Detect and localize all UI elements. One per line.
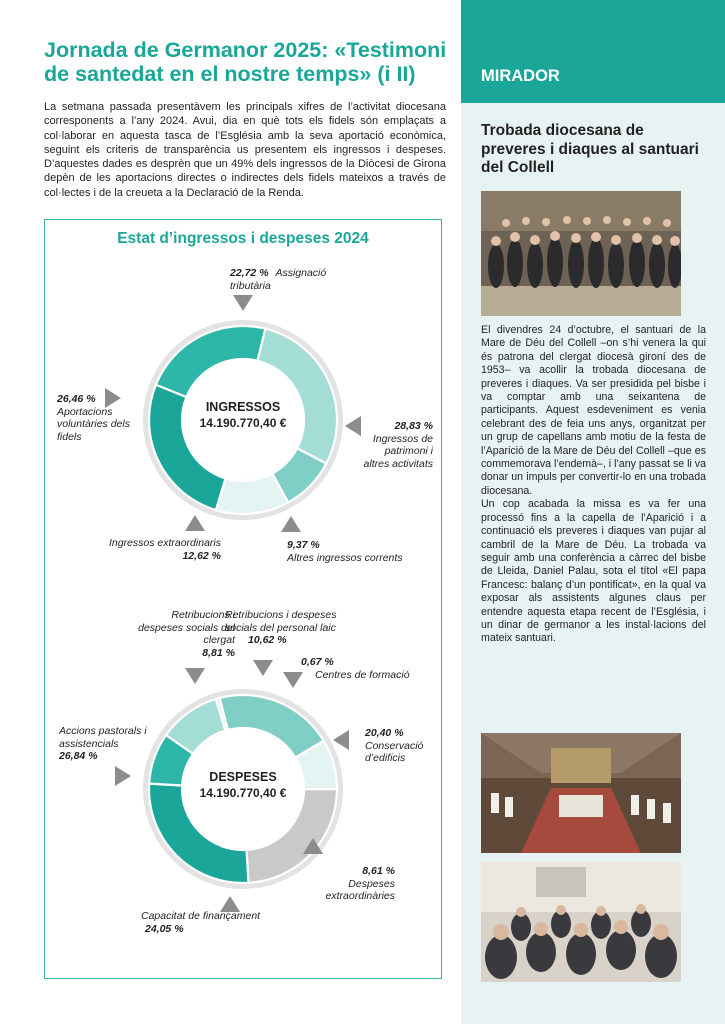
section-label: MIRADOR — [481, 67, 560, 85]
chapel-photo — [481, 733, 681, 853]
label-text: Assignació tributària — [230, 267, 327, 292]
ingressos-title: INGRESSOS — [205, 400, 281, 414]
label-value: 12,62 % — [182, 549, 221, 562]
label-capacitat — [141, 910, 261, 935]
label-value: 26,46 % — [57, 393, 96, 405]
sidebar — [461, 0, 725, 1024]
article-intro: La setmana passada presentàvem les principals xifres de l’activitat diocesana corresponents a l’any 2024. Avui, dia en què tots els fidels són emplaçats a col·laborar en aquesta tasca de l’Església amb la seva aportació econòmica, seguint els criteris de transparència us presentem els ingressos i despeses. D’aquestes dades es desprèn que un 49% dels ingressos de la Diòcesi de Girona depèn de les aportacions directes o indirectes dels fidels mateixos a través de col·lectes i de la creueta a la Declaració de la Renda. — [44, 101, 446, 199]
despeses-title: DESPESES — [209, 770, 277, 784]
pointer-arrow-icon — [253, 660, 273, 676]
pointer-arrow-icon — [115, 766, 131, 786]
pointer-arrow-icon — [283, 672, 303, 688]
label-text: Aportacions voluntàries dels fidels — [57, 405, 130, 443]
label-value: 0,67 % — [301, 656, 334, 668]
chart-box — [44, 219, 442, 979]
label-laic — [225, 609, 360, 647]
label-text: Retribucions i despeses socials del personal laic — [225, 609, 337, 634]
group-photo — [481, 191, 681, 316]
label-text: Capacitat de finançament — [141, 910, 261, 922]
conference-photo — [481, 862, 681, 982]
ingressos-total: 14.190.770,40 € — [199, 416, 287, 430]
label-text: Despeses extraordinàries — [325, 877, 395, 902]
chart-box-title: Estat d’ingressos i despeses 2024 — [117, 230, 369, 247]
pointer-arrow-icon — [185, 515, 205, 531]
label-value: 26,84 % — [59, 750, 98, 762]
label-assignacio — [230, 267, 350, 292]
pointer-arrow-icon — [233, 295, 253, 311]
label-text: Ingressos de patrimoni i altres activitats — [363, 432, 433, 470]
label-value: 28,83 % — [394, 420, 433, 432]
sidebar-title: Trobada diocesana de preveres i diaques al santuari del Collell — [481, 122, 699, 176]
label-value: 9,37 % — [287, 539, 320, 551]
label-ing-extra — [93, 537, 221, 562]
article-title: Jornada de Germanor 2025: «Testimoni de santedat en el nostre temps» (i II) — [44, 38, 447, 86]
label-accions — [59, 725, 149, 763]
sidebar-body — [481, 324, 706, 646]
label-text: Accions pastorals i assistencials — [59, 725, 147, 750]
label-text: Retribucions i despeses socials del clergat — [138, 609, 235, 646]
label-patrimoni — [357, 420, 433, 470]
label-conservacio — [365, 727, 435, 765]
label-text: Ingressos extraordinaris — [108, 537, 221, 549]
pointer-arrow-icon — [281, 516, 301, 532]
label-altres — [287, 539, 427, 564]
ingressos-center — [163, 400, 323, 430]
label-value: 24,05 % — [145, 922, 184, 935]
despeses-center — [163, 770, 323, 800]
label-aportacions — [57, 393, 142, 443]
label-text: Centres de formació — [315, 668, 410, 681]
pointer-arrow-icon — [185, 668, 205, 684]
label-value: 20,40 % — [365, 727, 404, 739]
label-value: 10,62 % — [248, 634, 287, 646]
label-des-extra — [317, 865, 395, 903]
label-value: 8,81 % — [202, 646, 235, 659]
pointer-arrow-icon — [333, 730, 349, 750]
despeses-total: 14.190.770,40 € — [199, 786, 287, 800]
label-text: Conservació d’edificis — [365, 739, 424, 764]
label-text: Altres ingressos corrents — [287, 551, 403, 564]
label-value: 22,72 % — [230, 267, 269, 279]
sidebar-paragraph-2: Un cop acabada la missa es va fer una processó fins a la capella de l’Aparició i a continuació els preveres i diaques van pujar al cambril de la Mare de Déu. La trobada va seguir amb una conferència a càrrec del bisbe de Lleida, Daniel Palau, sota el títol «El papa Francesc: balanç d’un pontificat», en la qual va exposar als assistents algunes claus per entendre aquesta etapa recent de l’Església, i un dinar de germanor a les instal·lacions del mateix santuari. — [481, 498, 706, 645]
label-clergat — [127, 609, 235, 659]
label-formacio — [301, 656, 426, 681]
mirador-header — [461, 0, 725, 103]
label-value: 8,61 % — [362, 865, 395, 877]
sidebar-paragraph-1: El divendres 24 d’octubre, el santuari de la Mare de Déu del Collell –on s’hi venera la qui és patrona del clergat diocesà gironí des de 1953– va acollir la trobada diocesana de preveres i diaques. Va ser presidida pel bisbe i va comptar amb una seixantena de participants. Aquest esdeveniment es venia celebrant des de feia uns anys, organitzat per un grup de capellans amb motiu de la festa de l’Aparició de la Mare de Déu del Collell –que es commemorava l’endemà–, i l’any passat se li va donar un impuls per convertir-lo en una trobada diocesana. — [481, 324, 706, 497]
